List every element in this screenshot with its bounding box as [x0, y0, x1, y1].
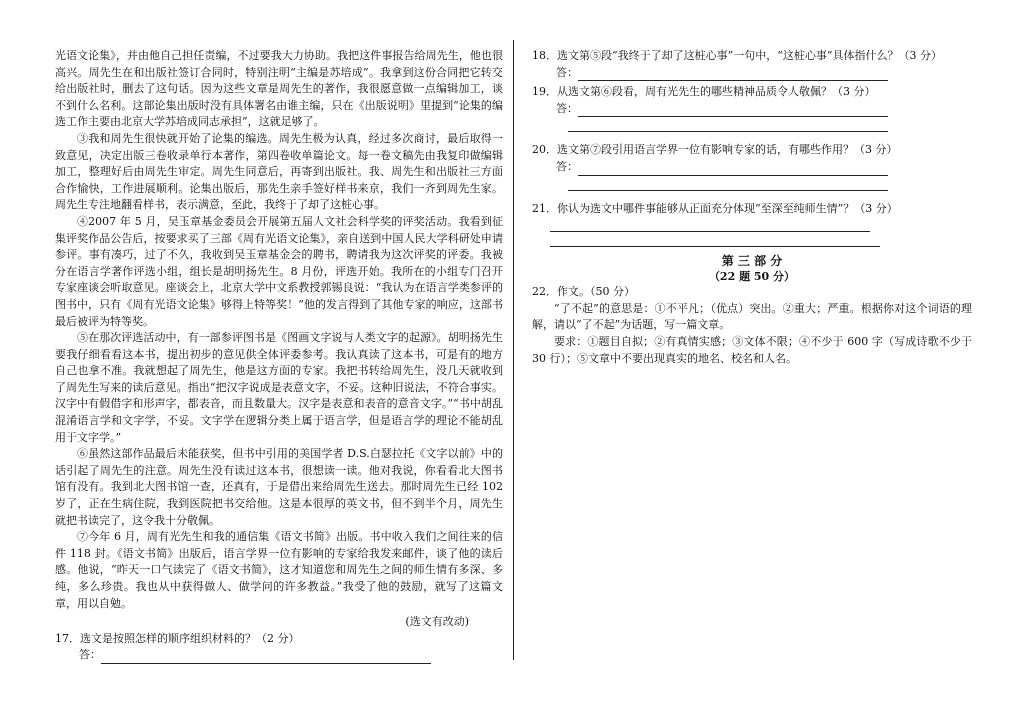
answer-line[interactable] [550, 217, 870, 232]
paragraph: ④2007 年 5 月，吴玉章基金委员会开展第五届人文社会科学奖的评奖活动。我看到征集评奖作品公告后，按要求买了三部《周有光语文论集》，亲自送到中国人民大学科研处申请参评。事有凑巧，过了不久，我收到吴玉章基金会的聘书，聘请我为这次评奖的评委。我被分在语言学著作评选小组，组长是胡明扬先生。8 月份，评选开始。我所在的小组专门召开专家座谈会听取意见。座谈会上，北京大学中文系教授郭锡良说：“我认为在语言学类参评的图书中，只有《周有光语文论集》够得上特等奖！”他的发言得到了其他专家的响应，这部书最后被评为特等奖。 [55, 214, 503, 328]
paragraph: ⑦今年 6 月，周有光先生和我的通信集《语文书简》出版。书中收入我们之间往来的信件 118 封。《语文书简》出版后，语言学界一位有影响的专家给我发来邮件，谈了他的读后感。他说，“昨天一口气读完了《语文书简》，这才知道您和周先生之间的师生情有多深、多纯，多么珍贵。我也从中获得做人、做学问的许多教益。”我受了他的鼓励，就写了这篇文章，用以自勉。 [55, 530, 503, 610]
answer-label: 答： [556, 101, 578, 115]
paragraph: ③我和周先生很快就开始了论集的编选。周先生极为认真，经过多次商讨，最后取得一致意见，决定出版三卷收录单行本著作，第四卷收单篇论文。每一卷文稿先由我复印做编辑加工，整理好后由周先生审定。周先生同意后，再寄到出版社。我、周先生和出版社三方面合作愉快，工作进展顺利。论集出版后，那先生亲手签好样书来京，我们一齐到周先生家。周先生专注地翻看样书，表示满意，至此，我终于了却了这桩心事。 [55, 131, 503, 212]
answer-line[interactable] [550, 232, 880, 247]
question-21: 21．你认为选文中哪件事能够从正面充分体现“至深至纯师生情”？（3 分） [532, 201, 898, 215]
question-20: 20．选文第⑦段引用语言学界一位有影响专家的话，有哪些作用？（3 分） [532, 143, 898, 157]
answer-18[interactable] [532, 65, 972, 82]
essay-prompt: “了不起”的意思是：①不平凡；（优点）突出。②重大；严重。根据你对这个词语的理解，请以“了不起”为话题，写一篇文章。 [532, 301, 972, 332]
part-three-subtitle: （22 题 50 分） [708, 270, 796, 284]
source-note: (选文有改动) [405, 615, 469, 629]
answer-line[interactable] [578, 68, 888, 81]
answer-line[interactable] [578, 104, 888, 117]
answer-line[interactable] [568, 176, 888, 191]
part-three-title: 第 三 部 分 [721, 254, 783, 269]
answer-line[interactable] [101, 651, 431, 664]
paragraph: ⑥虽然这部作品最后未能获奖，但书中引用的美国学者 D.S.白瑟拉托《文字以前》中的话引起了周先生的注意。周先生没有读过这本书，很想读一读。他对我说，你看看北大图书馆有没有。我到北大图书馆一查，还真有，于是借出来给周先生送去。那时周先生已经 102 岁了，正在生病住院，我到医院把书交给他。这是本很厚的英文书，但不到半个月，周先生就把书读完了，这令我十分敬佩。 [55, 447, 503, 527]
paragraph: ⑤在那次评选活动中，有一部参评图书是《图画文字说与人类文字的起源》。胡明扬先生要我仔细看看这本书，提出初步的意见供全体评委参考。我认真读了这本书，可是有的地方自己也拿不准。我就想起了周先生，他是这方面的专家。我把书转给周先生，没几天就收到了周先生写来的读后意见。指出“把汉字说成是表意文字，不妥。这种旧说法，不符合事实。汉字中有假借字和形声字，都表音，而且数量大。汉字是表意和表音的意音文字。”“书中胡乱混淆语言学和文字学，不妥。文字学在逻辑分类上属于语言学，但是语言学的理论不能胡乱用于文字学。” [55, 331, 503, 444]
question-22: 22．作文。（50 分） [532, 285, 635, 299]
essay-requirements: 要求：①题目自拟；②有真情实感；③文体不限；④不少于 600 字（写成诗歌不少于 30 行）；⑤文章中不要出现真实的地名、校名和人名。 [532, 334, 972, 365]
answer-line[interactable] [568, 117, 888, 132]
left-column [55, 48, 503, 664]
answer-line[interactable] [578, 163, 888, 176]
right-column [532, 48, 972, 367]
answer-label: 答： [79, 648, 101, 662]
question-17: 17．选文是按照怎样的顺序组织材料的？（2 分） [55, 631, 300, 645]
question-19: 19．从选文第⑥段看，周有光先生的哪些精神品质令人敬佩？（3 分） [532, 85, 876, 99]
question-18: 18．选文第⑤段“我终于了却了这桩心事”一句中，“这桩心事”具体指什么？（3 分） [532, 49, 942, 62]
answer-19[interactable] [532, 101, 972, 118]
column-divider [513, 40, 514, 660]
answer-20[interactable] [532, 159, 972, 176]
answer-17[interactable] [55, 647, 503, 664]
paragraph: 光语文论集》，并由他自己担任责编，不过要我大力协助。我把这件事报告给周先生，他也很高兴。周先生在和出版社签订合同时，特别注明“主编是苏培成”。我拿到这份合同把它转交给出版社时，删去了这句话。因为这些文章是周先生的著作，我很愿意做一点编辑加工，谈不到什么名利。这部论集出版时没有具体署名由谁主编，只在《出版说明》里提到“论集的编选工作主要由北京大学苏培成同志承担”，这就足够了。 [55, 49, 503, 129]
answer-label: 答： [556, 65, 578, 79]
answer-label: 答： [556, 159, 578, 173]
